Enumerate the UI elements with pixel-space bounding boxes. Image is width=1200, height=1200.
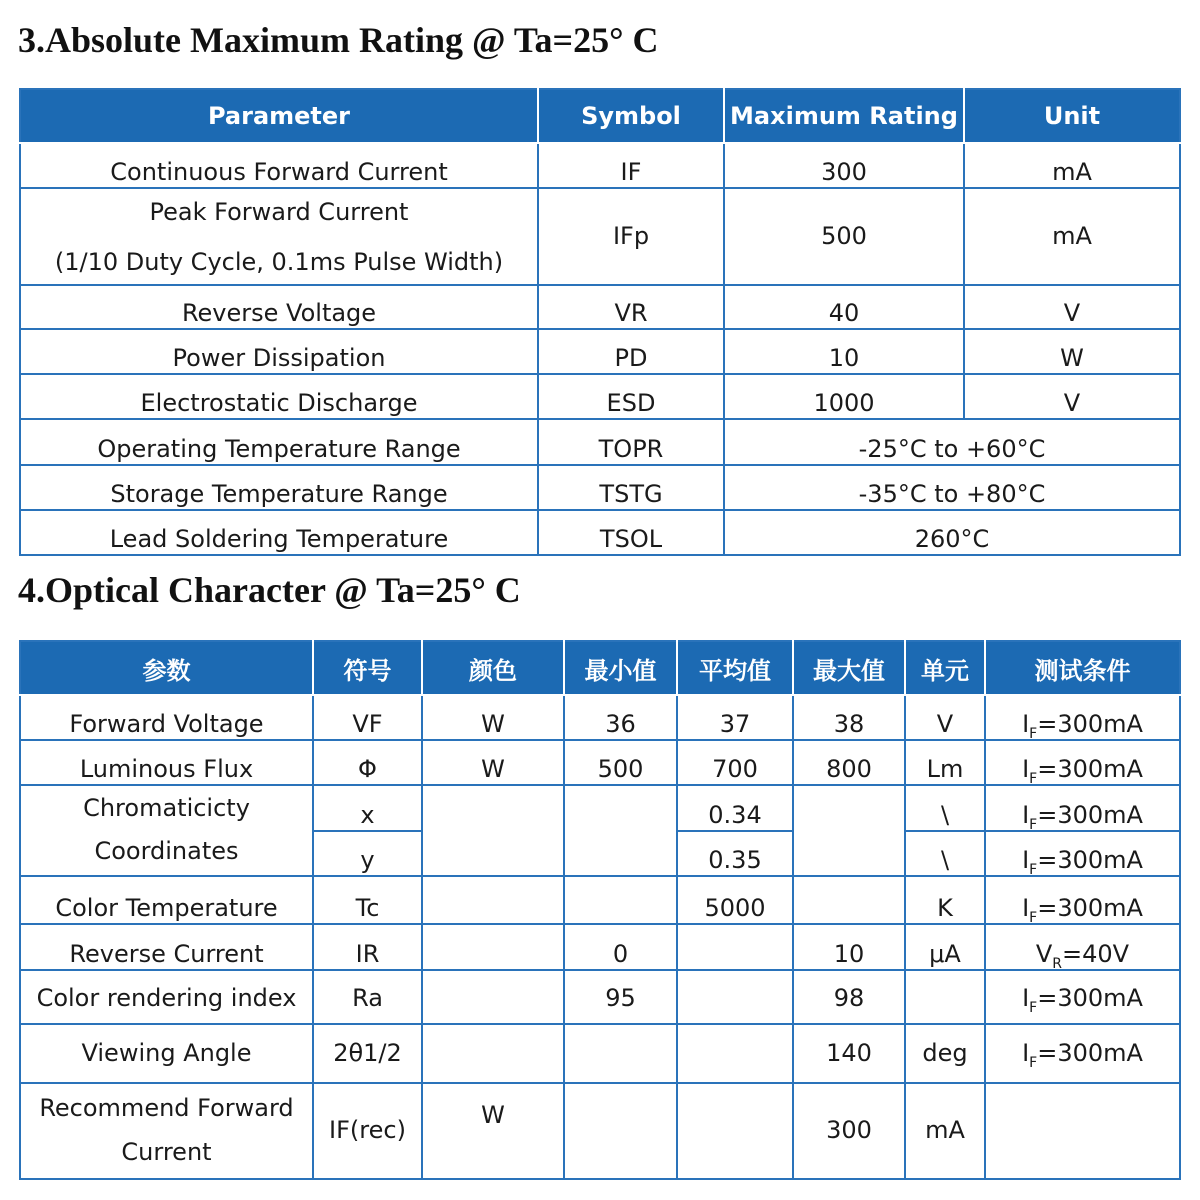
header-color: 颜色 (422, 641, 564, 695)
parameter-cell: Color Temperature (20, 876, 313, 924)
parameter-line: Coordinates (94, 836, 239, 865)
header-symbol: 符号 (313, 641, 422, 695)
condition-cell (985, 695, 1180, 740)
min-cell: 500 (564, 740, 677, 785)
unit-cell (905, 970, 985, 1024)
cond-base: I (1022, 894, 1030, 922)
unit-cell: W (964, 329, 1180, 374)
avg-cell: 37 (677, 695, 793, 740)
min-cell: 0 (564, 924, 677, 970)
optical-character-table (19, 640, 1181, 1180)
avg-cell: 0.35 (677, 831, 793, 876)
min-cell (564, 876, 677, 924)
header-unit: 单元 (905, 641, 985, 695)
section-3-title: 3.Absolute Maximum Rating @ Ta=25° C (18, 20, 659, 60)
avg-cell (677, 1083, 793, 1179)
table-header-row (20, 641, 1180, 695)
min-cell (564, 1083, 677, 1179)
parameter-cell: Viewing Angle (20, 1024, 313, 1083)
parameter-cell: Color rendering index (20, 970, 313, 1024)
symbol-cell: VR (538, 285, 724, 329)
table-header-row (20, 89, 1180, 143)
color-cell (422, 970, 564, 1024)
table-row (20, 876, 1180, 924)
parameter-cell: Lead Soldering Temperature (20, 510, 538, 555)
cond-tail: =300mA (1037, 801, 1143, 829)
header-avg: 平均值 (677, 641, 793, 695)
parameter-cell: Operating Temperature Range (20, 419, 538, 465)
cond-tail: =300mA (1037, 1038, 1143, 1067)
table-row (20, 188, 1180, 285)
header-parameter: Parameter (20, 89, 538, 143)
max-cell: 300 (793, 1083, 905, 1179)
max-cell (793, 785, 905, 876)
rating-cell: 40 (724, 285, 964, 329)
parameter-line: Recommend Forward (39, 1094, 294, 1122)
avg-cell: 5000 (677, 876, 793, 924)
min-cell (564, 1024, 677, 1083)
max-cell: 10 (793, 924, 905, 970)
max-cell: 140 (793, 1024, 905, 1083)
unit-cell: K (905, 876, 985, 924)
unit-cell: V (964, 374, 1180, 419)
cond-tail: =300mA (1037, 846, 1143, 874)
symbol-cell: TOPR (538, 419, 724, 465)
cond-tail: =300mA (1037, 710, 1143, 738)
cond-base: I (1022, 801, 1030, 829)
condition-cell (985, 1024, 1180, 1083)
max-cell: 98 (793, 970, 905, 1024)
unit-cell: V (905, 695, 985, 740)
symbol-cell: IR (313, 924, 422, 970)
parameter-cell: Power Dissipation (20, 329, 538, 374)
unit-cell: \ (905, 785, 985, 831)
range-cell: -35°C to +80°C (724, 465, 1180, 510)
cond-base: I (1022, 755, 1030, 783)
cond-sub: R (1052, 955, 1063, 972)
parameter-line: Chromaticicty (83, 793, 250, 822)
range-cell: -25°C to +60°C (724, 419, 1180, 465)
cond-sub: F (1029, 861, 1038, 878)
avg-cell: 0.34 (677, 785, 793, 831)
color-cell (422, 876, 564, 924)
symbol-cell: VF (313, 695, 422, 740)
symbol-cell: Tc (313, 876, 422, 924)
max-cell: 800 (793, 740, 905, 785)
cond-tail: =300mA (1037, 894, 1143, 922)
table-row (20, 695, 1180, 740)
parameter-cell: Reverse Voltage (20, 285, 538, 329)
cond-base: I (1022, 846, 1030, 874)
absolute-maximum-rating-table (19, 88, 1181, 556)
cond-sub: F (1029, 770, 1038, 787)
unit-cell: mA (964, 143, 1180, 188)
section-4-title: 4.Optical Character @ Ta=25° C (18, 570, 521, 610)
condition-cell (985, 876, 1180, 924)
cond-sub: F (1029, 725, 1038, 742)
table-row (20, 1083, 1180, 1179)
header-symbol: Symbol (538, 89, 724, 143)
parameter-cell: Storage Temperature Range (20, 465, 538, 510)
condition-cell (985, 785, 1180, 831)
parameter-cell (20, 1083, 313, 1179)
parameter-line: Current (121, 1138, 212, 1166)
min-cell: 95 (564, 970, 677, 1024)
unit-cell: mA (964, 188, 1180, 285)
table-row (20, 510, 1180, 555)
unit-cell: \ (905, 831, 985, 876)
condition-cell (985, 970, 1180, 1024)
cond-base: I (1022, 984, 1030, 1012)
color-cell: W (422, 695, 564, 740)
header-maximum-rating: Maximum Rating (724, 89, 964, 143)
condition-cell (985, 831, 1180, 876)
color-cell: W (422, 740, 564, 785)
rating-cell: 500 (724, 188, 964, 285)
unit-cell: Lm (905, 740, 985, 785)
table-row (20, 419, 1180, 465)
range-cell: 260°C (724, 510, 1180, 555)
rating-cell: 1000 (724, 374, 964, 419)
symbol-cell: Ra (313, 970, 422, 1024)
cond-sub: F (1029, 1054, 1038, 1071)
table-row (20, 785, 1180, 831)
color-cell (422, 785, 564, 876)
parameter-cell: Continuous Forward Current (20, 143, 538, 188)
table-row (20, 1024, 1180, 1083)
condition-cell (985, 740, 1180, 785)
unit-cell: μA (905, 924, 985, 970)
table-row (20, 924, 1180, 970)
max-cell: 38 (793, 695, 905, 740)
table-row (20, 970, 1180, 1024)
max-cell (793, 876, 905, 924)
table-row (20, 465, 1180, 510)
symbol-cell: TSOL (538, 510, 724, 555)
table-row (20, 329, 1180, 374)
parameter-cell (20, 785, 313, 876)
header-max: 最大值 (793, 641, 905, 695)
parameter-line: Peak Forward Current (149, 197, 409, 226)
avg-cell (677, 1024, 793, 1083)
cond-sub: F (1029, 816, 1038, 833)
condition-cell (985, 924, 1180, 970)
color-cell (422, 1024, 564, 1083)
cond-sub: F (1029, 999, 1038, 1016)
color-cell (422, 924, 564, 970)
symbol-cell: x (313, 785, 422, 831)
symbol-cell: IF (538, 143, 724, 188)
table-row (20, 285, 1180, 329)
unit-cell: mA (905, 1083, 985, 1179)
condition-cell (985, 1083, 1180, 1179)
header-test-condition: 测试条件 (985, 641, 1180, 695)
symbol-cell: 2θ1/2 (313, 1024, 422, 1083)
color-cell: W (422, 1083, 564, 1179)
header-min: 最小值 (564, 641, 677, 695)
cond-base: V (1035, 940, 1053, 968)
cond-tail: =300mA (1037, 755, 1143, 783)
parameter-note: (1/10 Duty Cycle, 0.1ms Pulse Width) (54, 247, 504, 276)
cond-sub: F (1029, 909, 1038, 926)
avg-cell (677, 970, 793, 1024)
rating-cell: 10 (724, 329, 964, 374)
cond-base: I (1022, 710, 1030, 738)
parameter-cell (20, 188, 538, 285)
symbol-cell: TSTG (538, 465, 724, 510)
min-cell (564, 785, 677, 876)
symbol-cell: IF(rec) (313, 1083, 422, 1179)
header-parameter: 参数 (20, 641, 313, 695)
parameter-cell: Reverse Current (20, 924, 313, 970)
symbol-cell: ESD (538, 374, 724, 419)
unit-cell: deg (905, 1024, 985, 1083)
header-unit: Unit (964, 89, 1180, 143)
symbol-cell: PD (538, 329, 724, 374)
cond-base: I (1022, 1038, 1030, 1067)
parameter-cell: Forward Voltage (20, 695, 313, 740)
table-row (20, 143, 1180, 188)
cond-tail: =300mA (1037, 984, 1143, 1012)
symbol-cell: IFp (538, 188, 724, 285)
symbol-cell: Φ (313, 740, 422, 785)
cond-tail: =40V (1062, 940, 1130, 968)
unit-cell: V (964, 285, 1180, 329)
table-row (20, 374, 1180, 419)
parameter-cell: Electrostatic Discharge (20, 374, 538, 419)
rating-cell: 300 (724, 143, 964, 188)
avg-cell (677, 924, 793, 970)
avg-cell: 700 (677, 740, 793, 785)
table-row (20, 740, 1180, 785)
symbol-cell: y (313, 831, 422, 876)
parameter-cell: Luminous Flux (20, 740, 313, 785)
min-cell: 36 (564, 695, 677, 740)
